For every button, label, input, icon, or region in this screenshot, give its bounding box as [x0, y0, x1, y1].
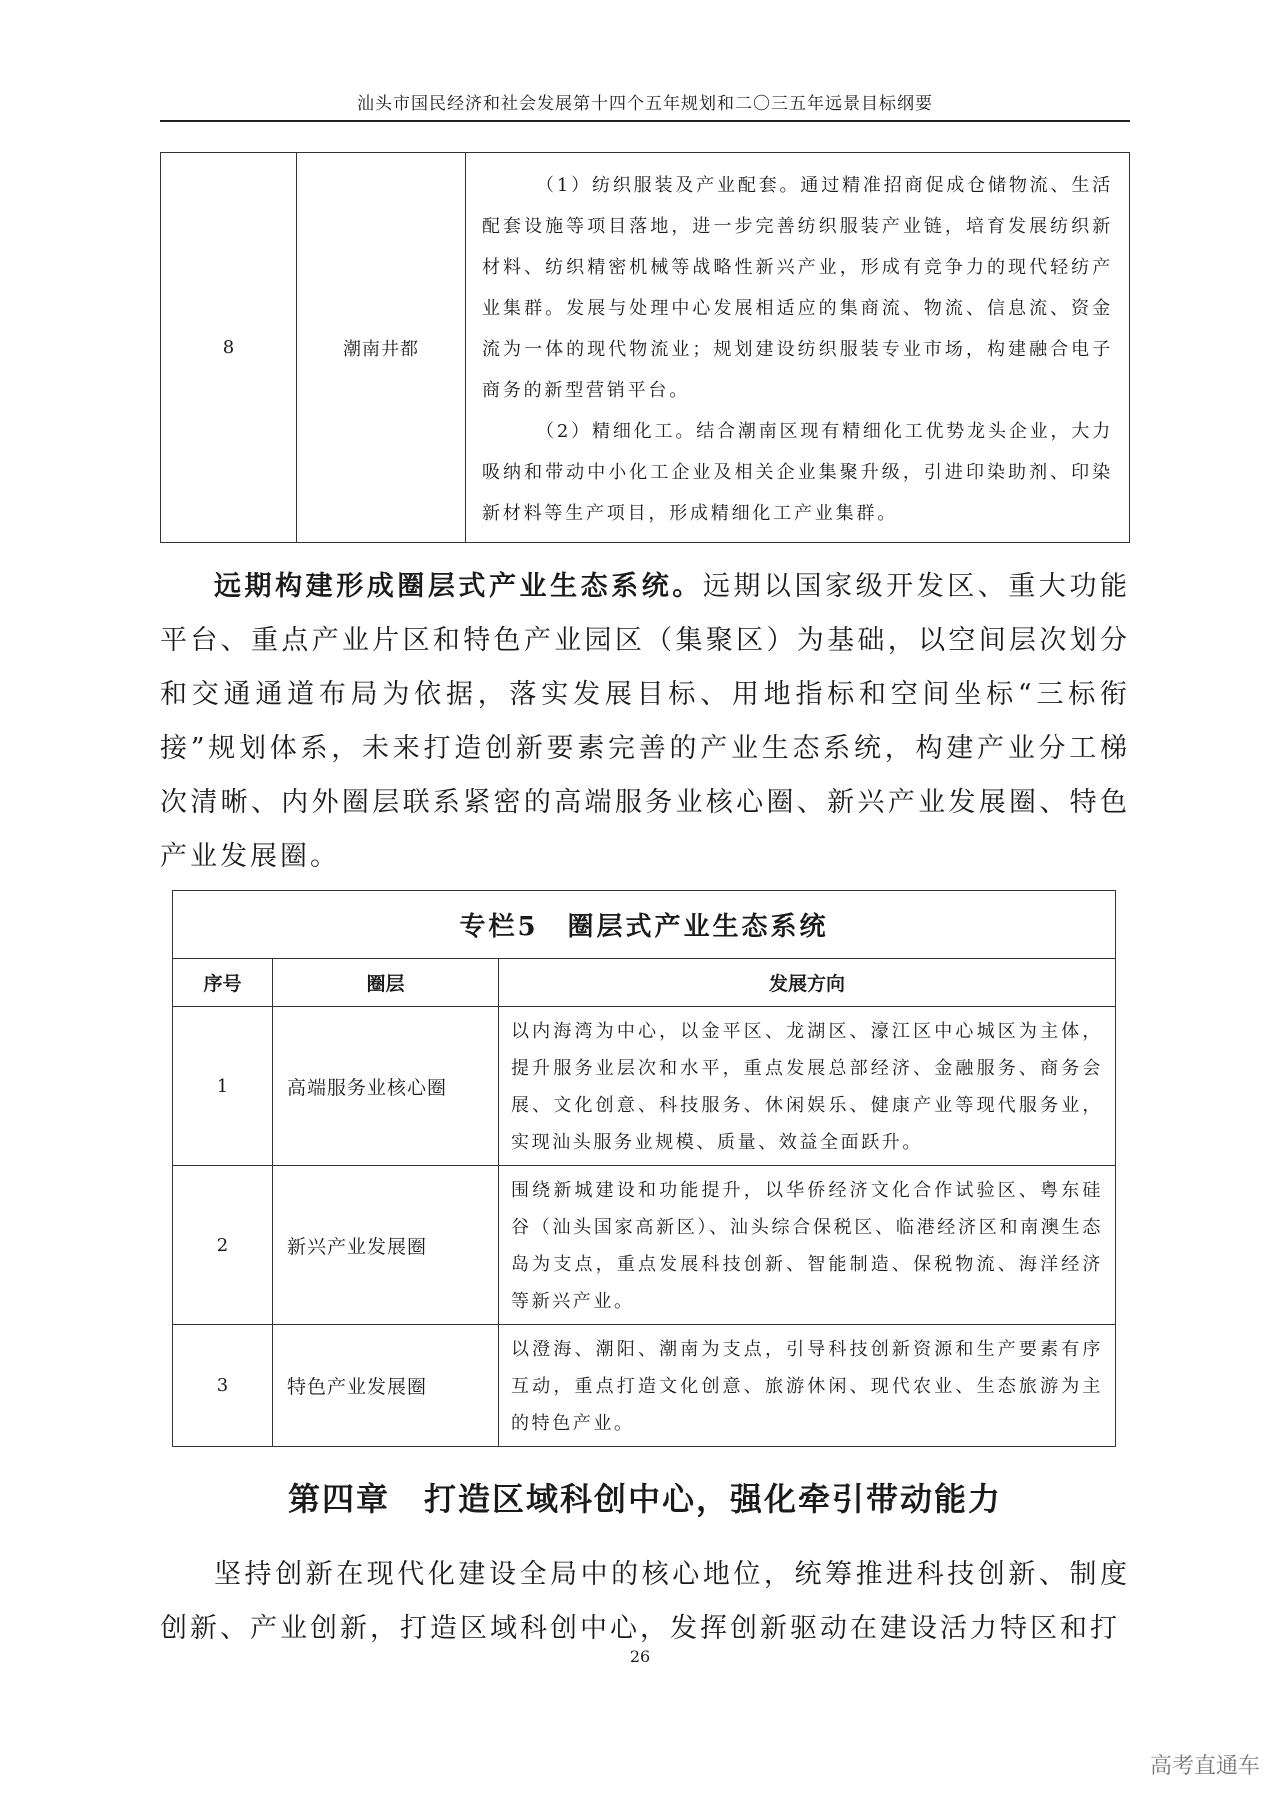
page-number: 26 — [629, 1647, 651, 1666]
row-layer: 新兴产业发展圈 — [273, 1166, 499, 1325]
body-paragraph: 坚持创新在现代化建设全局中的核心地位，统筹推进科技创新、制度创新、产业创新，打造区域科创中心，发挥创新驱动在建设活力特区和打 — [160, 1559, 1130, 1644]
project-description — [466, 153, 1130, 543]
table-title-row — [173, 891, 1116, 959]
row-number: 1 — [173, 1007, 273, 1166]
body-paragraph — [160, 560, 1130, 884]
row-number: 8 — [161, 153, 297, 543]
row-layer: 高端服务业核心圈 — [273, 1007, 499, 1166]
table-row — [161, 153, 1130, 543]
project-name: 潮南井都 — [297, 153, 466, 543]
paragraph-lead: 远期构建形成圈层式产业生态系统。 — [214, 571, 703, 602]
table-row — [173, 1325, 1116, 1447]
row-layer: 特色产业发展圈 — [273, 1325, 499, 1447]
page-header: 汕头市国民经济和社会发展第十四个五年规划和二〇三五年远景目标纲要 — [160, 88, 1130, 122]
table-row — [173, 1007, 1116, 1166]
row-direction: 以澄海、潮阳、潮南为支点，引导科技创新资源和生产要素有序互动，重点打造文化创意、旅游休闲、现代农业、生态旅游为主的特色产业。 — [499, 1325, 1116, 1447]
table-title: 专栏5 圈层式产业生态系统 — [173, 891, 1116, 959]
project-table — [160, 152, 1130, 543]
paragraph-text: 远期以国家级开发区、重大功能平台、重点产业片区和特色产业园区（集聚区）为基础，以空间层次划分和交通通道布局为依据，落实发展目标、用地指标和空间坐标“三标衔接”规划体系，未来打造创新要素完善的产业生态系统，构建产业分工梯次清晰、内外圈层联系紧密的高端服务业核心圈、新兴产业发展圈、特色产业发展圈。 — [160, 571, 1131, 872]
header-direction: 发展方向 — [499, 959, 1116, 1007]
item-chemical: （2）精细化工。结合潮南区现有精细化工优势龙头企业，大力吸纳和带动中小化工企业及相关企业集聚升级，引进印染助剂、印染新材料等生产项目，形成精细化工产业集群。 — [482, 421, 1113, 524]
row-number: 2 — [173, 1166, 273, 1325]
item-textile: （1）纺织服装及产业配套。通过精准招商促成仓储物流、生活配套设施等项目落地，进一步完善纺织服装产业链，培育发展纺织新材料、纺织精密机械等战略性新兴产业，形成有竞争力的现代轻纺产业集群。发展与处理中心发展相适应的集商流、物流、信息流、资金流为一体的现代物流业；规划建设纺织服装专业市场，构建融合电子商务的新型营销平台。 — [482, 175, 1113, 401]
column-table — [172, 890, 1116, 1447]
table-row — [173, 1166, 1116, 1325]
chapter-title: 第四章 打造区域科创中心，强化牵引带动能力 — [287, 1480, 1002, 1518]
row-direction: 以内海湾为中心，以金平区、龙湖区、濠江区中心城区为主体，提升服务业层次和水平，重点发展总部经济、金融服务、商务会展、文化创意、科技服务、休闲娱乐、健康产业等现代服务业，实现汕头服务业规模、质量、效益全面跃升。 — [499, 1007, 1116, 1166]
header-layer: 圈层 — [273, 959, 499, 1007]
row-number: 3 — [173, 1325, 273, 1447]
row-direction: 围绕新城建设和功能提升，以华侨经济文化合作试验区、粤东硅谷（汕头国家高新区）、汕头综合保税区、临港经济区和南澳生态岛为支点，重点发展科技创新、智能制造、保税物流、海洋经济等新兴产业。 — [499, 1166, 1116, 1325]
header-no: 序号 — [173, 959, 273, 1007]
table-header-row — [173, 959, 1116, 1007]
watermark: 高考直通车 — [1149, 1754, 1260, 1779]
